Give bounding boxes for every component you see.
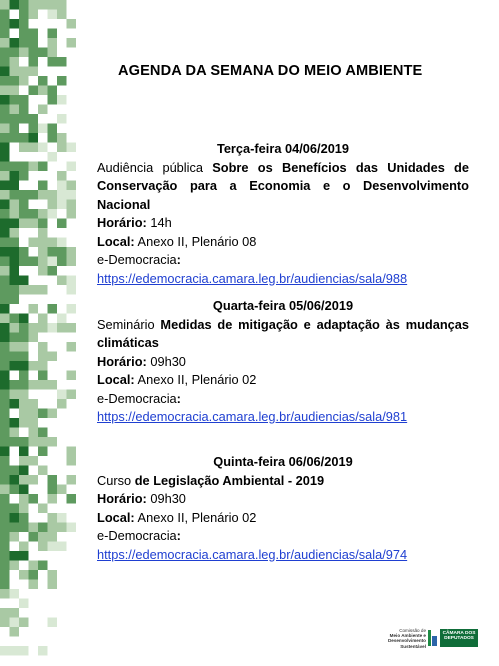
event-name: Medidas de mitigação e adaptação às mudanças climáticas: [97, 316, 469, 350]
local-label: Local:: [97, 509, 135, 525]
horario-value: 09h30: [150, 353, 186, 369]
horario-value: 14h: [150, 215, 172, 230]
horario-label: Horário:: [97, 353, 147, 369]
edemocracia-colon: :: [176, 390, 181, 406]
camara-line: CÂMARA DOS: [442, 631, 476, 636]
event-local: [97, 371, 469, 390]
event-name: Sobre os Benefícios das Unidades de Conservação para a Economia e o Desenvolvimento Nacional: [97, 159, 469, 212]
event-day: Quinta-feira 06/06/2019: [213, 454, 353, 469]
local-label: Local:: [97, 233, 135, 249]
comissao-line: Comissão de: [399, 628, 426, 633]
event-edemocracia: [97, 527, 469, 546]
event-block: [97, 453, 469, 564]
event-day: Terça-feira 04/06/2019: [216, 141, 350, 156]
event-description: [97, 316, 469, 353]
local-value: Anexo II, Plenário 02: [137, 372, 257, 387]
event-horario: [97, 214, 469, 233]
local-value: Anexo II, Plenário 08: [137, 233, 257, 249]
edemocracia-colon: :: [176, 528, 181, 543]
edemocracia-link[interactable]: https://edemocracia.camara.leg.br/audiencias/sala/988: [97, 270, 408, 286]
event-type: Seminário: [97, 316, 155, 332]
comissao-leaf-icon: [428, 630, 438, 646]
event-local: [97, 509, 469, 528]
comissao-line: Desenvolvimento Sustentável: [387, 638, 426, 649]
event-edemocracia: [97, 251, 469, 270]
event-horario: [97, 490, 469, 509]
edemocracia-label: e-Democracia: [97, 528, 177, 543]
event-type: Curso: [97, 472, 132, 488]
camara-logo: [440, 629, 478, 647]
event-block: [97, 140, 469, 288]
edemocracia-label: e-Democracia: [97, 252, 177, 267]
event-local: [97, 233, 469, 252]
event-name: de Legislação Ambiental - 2019: [134, 472, 325, 488]
edemocracia-colon: :: [176, 252, 181, 267]
edemocracia-link[interactable]: https://edemocracia.camara.leg.br/audiencias/sala/974: [97, 546, 408, 562]
camara-line: DEPUTADOS: [444, 636, 474, 642]
event-day: Quarta-feira 05/06/2019: [212, 298, 354, 313]
horario-label: Horário:: [97, 215, 147, 230]
horario-value: 09h30: [150, 491, 186, 506]
event-description: [97, 159, 469, 215]
horario-label: Horário:: [97, 491, 147, 506]
event-edemocracia: [97, 390, 469, 409]
local-value: Anexo II, Plenário 02: [137, 509, 257, 525]
event-block: [97, 297, 469, 427]
green-pixel-mosaic-border: [0, 0, 76, 666]
edemocracia-link[interactable]: https://edemocracia.camara.leg.br/audiencias/sala/981: [97, 409, 408, 424]
event-type: Audiência pública: [97, 159, 204, 175]
comissao-logo-text: [374, 628, 426, 649]
page-title: AGENDA DA SEMANA DO MEIO AMBIENTE: [118, 63, 423, 79]
event-horario: [97, 353, 469, 372]
edemocracia-label: e-Democracia: [97, 390, 177, 406]
local-label: Local:: [97, 372, 135, 387]
event-description: [97, 472, 469, 491]
comissao-line: Meio Ambiente e: [389, 633, 426, 639]
